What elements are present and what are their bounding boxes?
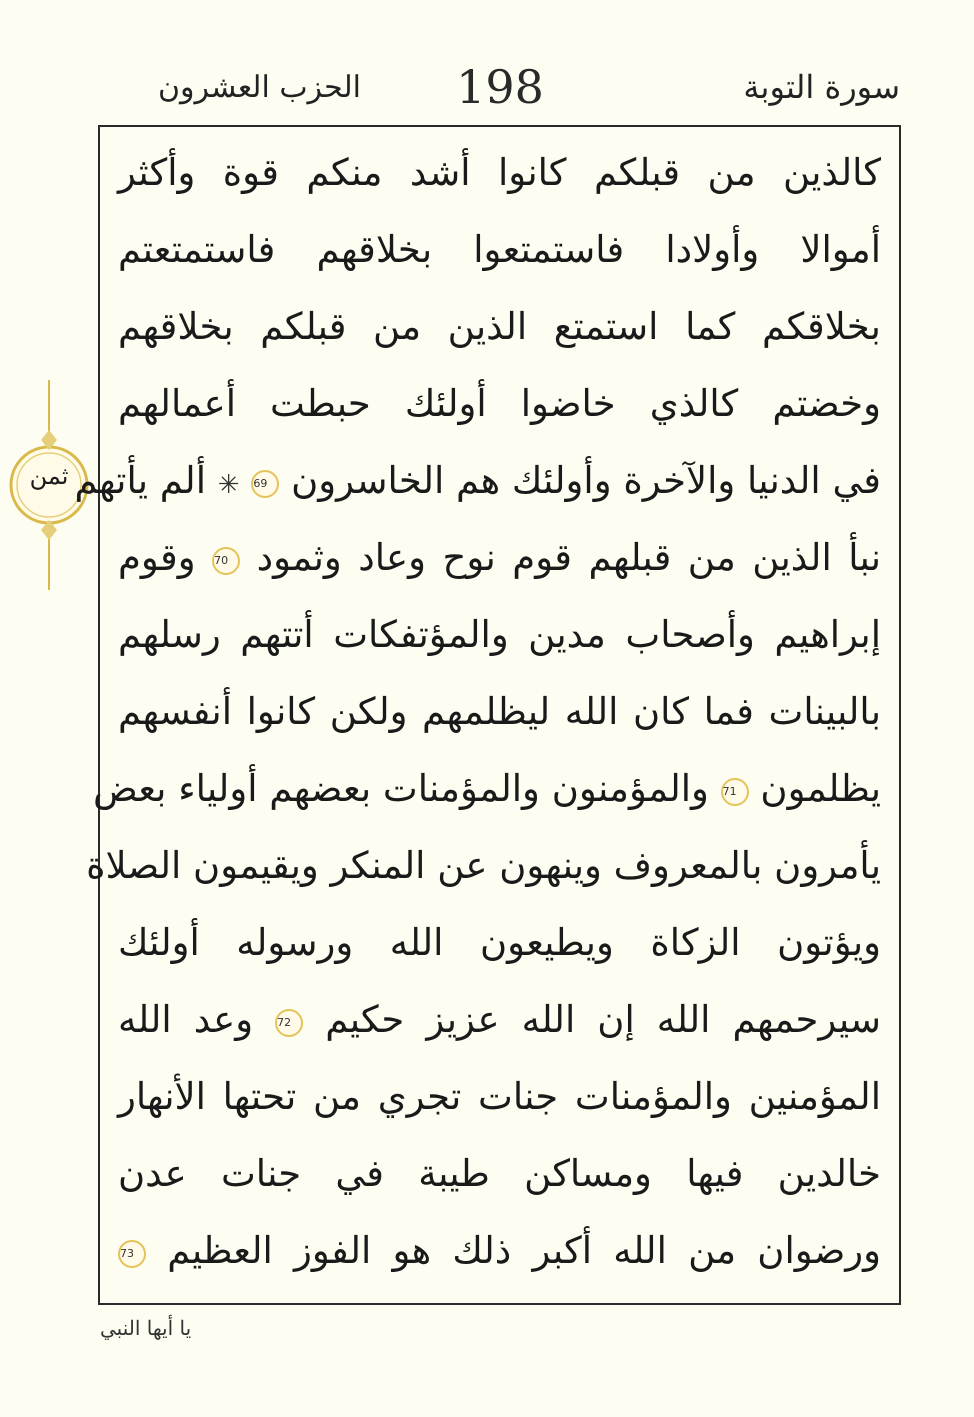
verse-text: نبأ الذين من قبلهم قوم نوح وعاد وثمود [256,536,881,579]
verse-text: في الدنيا والآخرة وأولئك هم الخاسرون [291,459,881,502]
verse-text: يظلمون [760,767,881,810]
verse-line [118,1136,881,1212]
verse-text: إبراهيم وأصحاب مدين والمؤتفكات أتتهم رسلهم [118,613,881,656]
verse-lines [74,135,882,1295]
verse-text: وعد الله [118,998,254,1041]
surah-label: سورة التوبة [743,68,900,106]
verse-line [118,982,881,1058]
verse-text: يأمرون بالمعروف وينهون عن المنكر ويقيمون الصلاة [86,844,881,887]
verse-text: وخضتم كالذي خاضوا أولئك حبطت أعمالهم [118,382,881,425]
verse-text: أموالا وأولادا فاستمتعوا بخلاقهم فاستمتعتم [118,228,881,271]
verse-line [118,905,881,981]
verse-text: المؤمنين والمؤمنات جنات تجري من تحتها الأنهار [118,1075,881,1118]
verse-text: ويؤتون الزكاة ويطيعون الله ورسوله أولئك [118,921,881,964]
thumn-label: ثمن [29,462,69,490]
page-number: 198 [456,60,544,114]
verse-line [92,751,881,827]
ayah-number-marker: 69 [251,470,279,498]
verse-line [118,212,881,288]
verse-line [118,1059,881,1135]
text-frame [74,125,901,1305]
verse-line [118,135,881,211]
verse-text: والمؤمنون والمؤمنات بعضهم أولياء بعض [92,767,709,810]
verse-text: بخلاقكم كما استمتع الذين من قبلكم بخلاقهم [118,305,881,348]
verse-line [118,520,881,596]
ayah-number-marker: 73 [118,1240,146,1268]
verse-text: سيرحمهم الله إن الله عزيز حكيم [325,998,881,1041]
verse-line [118,1213,881,1289]
juz-label: الحزب العشرون [158,70,361,105]
verse-line [118,366,881,442]
verse-line [118,597,881,673]
verse-line [118,289,881,365]
page-header [100,62,900,124]
ayah-number-marker: 70 [212,547,240,575]
verse-text: كالذين من قبلكم كانوا أشد منكم قوة وأكثر [118,151,881,194]
ayah-number-marker: 71 [721,778,749,806]
verse-text: ألم يأتهم [74,459,206,502]
verse-line [118,674,881,750]
verse-text: خالدين فيها ومساكن طيبة في جنات عدن [118,1152,881,1195]
ayah-number-marker: 72 [275,1009,303,1037]
catchword: يا أيها النبي [100,1316,192,1340]
verse-text: وقوم [118,536,196,579]
verse-line [86,828,881,904]
verse-text: بالبينات فما كان الله ليظلمهم ولكن كانوا أنفسهم [118,690,881,733]
hizb-star-icon: ✳ [217,470,240,500]
verse-line [74,443,881,519]
verse-text: ورضوان من الله أكبر ذلك هو الفوز العظيم [167,1229,882,1272]
